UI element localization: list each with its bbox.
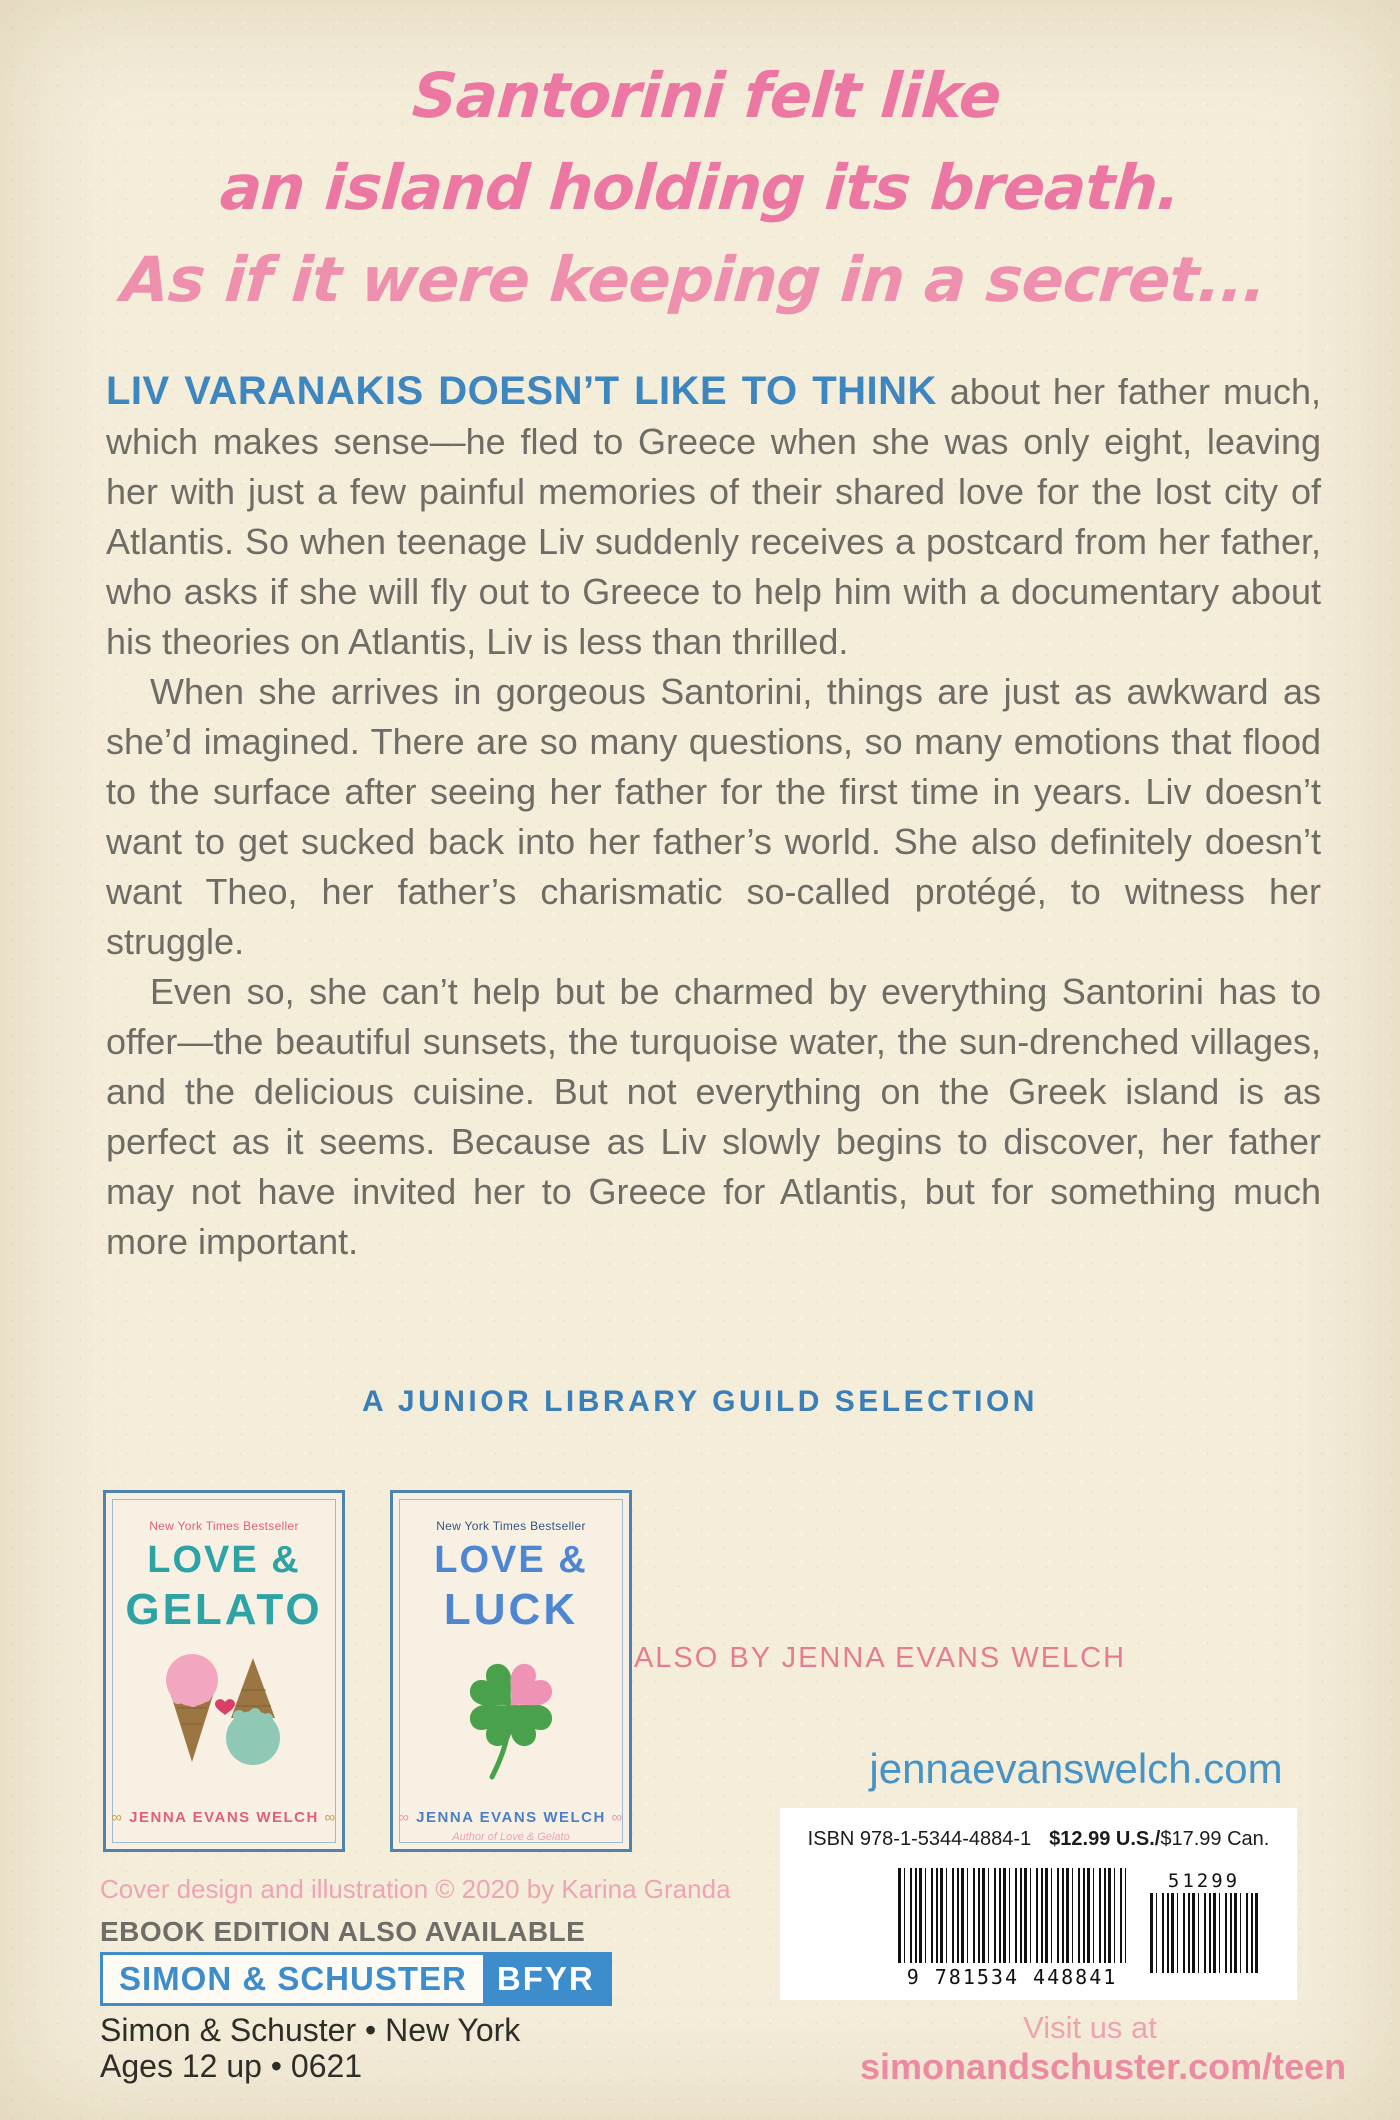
synopsis-paragraph-2: When she arrives in gorgeous Santorini, things are just as awkward as she’d imagined. There are so many questions, so many emotions that flood to the surface after seeing her father for the first time in years. Liv doesn’t want to get sucked back into her father’s world. She also definitely doesn’t want Theo, her father’s charismatic so-called protégé, to witness her struggle.: [106, 671, 1321, 962]
cover-title-line-1: LOVE &: [147, 1539, 301, 1581]
synopsis-lead-in: LIV VARANAKIS DOESN’T LIKE TO THINK: [106, 369, 937, 413]
barcode-panel: [780, 1808, 1297, 2000]
supplement-digits: 51299: [1167, 1870, 1241, 1892]
age-range-line: Ages 12 up • 0621: [100, 2048, 363, 2084]
cover-title-line-2: LUCK: [443, 1585, 579, 1634]
quote-line-1: Santorini felt like: [410, 59, 1003, 132]
cover-title-line-2: GELATO: [125, 1585, 323, 1634]
ice-cream-cones-illustration: [106, 1645, 342, 1795]
publisher-city-line: Simon & Schuster • New York: [100, 2012, 521, 2048]
synopsis-paragraph-1: [106, 366, 1321, 667]
barcode-digits: 9 781534 448841: [906, 1965, 1118, 1989]
visit-us-url: simonandschuster.com/teen: [860, 2046, 1347, 2087]
price-us: $12.99 U.S./: [1049, 1828, 1161, 1850]
cover-author-line: ∞ JENNA EVANS WELCH ∞: [111, 1809, 337, 1826]
flourish-right-icon: ∞: [611, 1809, 624, 1826]
ebook-edition-note: EBOOK EDITION ALSO AVAILABLE: [100, 1916, 586, 1947]
visit-us-label: Visit us at: [1023, 2010, 1157, 2045]
book-thumbnail-love-and-luck: [390, 1490, 632, 1852]
bfyr-badge: BFYR: [483, 1955, 609, 2003]
flourish-left-icon: ∞: [111, 1809, 124, 1826]
bestseller-badge: New York Times Bestseller: [149, 1519, 299, 1533]
barcode-bars: [898, 1868, 1126, 1963]
cover-design-credit: Cover design and illustration © 2020 by Karina Granda: [100, 1874, 731, 1904]
supplement-bars: [1150, 1893, 1258, 1973]
simon-schuster-wordmark: SIMON & SCHUSTER: [119, 1960, 467, 1997]
flourish-right-icon: ∞: [324, 1809, 337, 1826]
book-thumbnail-love-and-gelato: [103, 1490, 345, 1852]
synopsis-paragraph-3: Even so, she can’t help but be charmed by everything Santorini has to offer—the beautiful sunsets, the turquoise water, the sun-drenched villages, and the delicious cuisine. But not everything on the Greek island is as perfect as it seems. Because as Liv slowly begins to discover, her father may not have invited her to Greece for Atlantis, but for something much more important.: [106, 971, 1321, 1262]
visit-us-block: [860, 2010, 1347, 2088]
bestseller-badge: New York Times Bestseller: [436, 1519, 586, 1533]
isbn-text: ISBN 978-1-5344-4884-1: [807, 1828, 1032, 1850]
synopsis: [106, 366, 1321, 1267]
junior-library-guild-line: A JUNIOR LIBRARY GUILD SELECTION: [362, 1385, 1038, 1418]
ean-barcode: [898, 1868, 1126, 1989]
supplement-barcode: [1150, 1870, 1258, 1973]
cover-subtitle: Author of Love & Gelato: [452, 1831, 570, 1843]
cover-title-line-1: LOVE &: [434, 1539, 588, 1581]
pull-quote: [0, 50, 1400, 326]
flourish-left-icon: ∞: [398, 1809, 411, 1826]
author-website: jennaevanswelch.com: [869, 1745, 1283, 1792]
cover-author-line: ∞ JENNA EVANS WELCH ∞: [398, 1809, 624, 1826]
simon-schuster-logo: [100, 1952, 612, 2006]
synopsis-paragraph-1-body: about her father much, which makes sense—he fled to Greece when she was only eight, leaving her with just a few painful memories of their shared love for the lost city of Atlantis. So when teenage Liv suddenly receives a postcard from her father, who asks if she will fly out to Greece to help him with a documentary about his theories on Atlantis, Liv is less than thrilled.: [106, 371, 1321, 662]
also-by-label: ALSO BY JENNA EVANS WELCH: [633, 1642, 1127, 1674]
quote-line-3: As if it were keeping in a secret...: [118, 243, 1269, 316]
price-can: $17.99 Can.: [1160, 1828, 1270, 1850]
four-leaf-clover-illustration: [393, 1645, 629, 1795]
quote-line-2: an island holding its breath.: [217, 151, 1183, 224]
isbn-price-row: [780, 1828, 1297, 1851]
